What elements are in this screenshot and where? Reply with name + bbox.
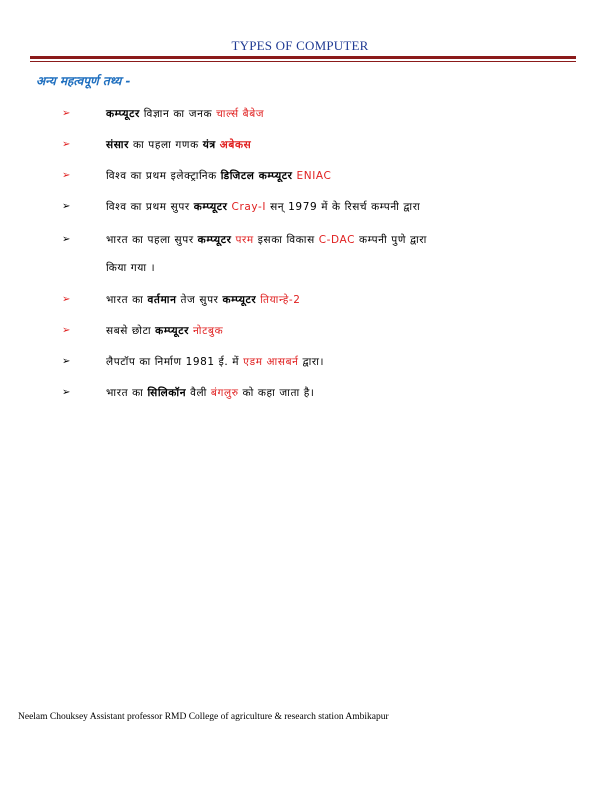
fact-plain-text: विज्ञान का जनक: [139, 108, 217, 120]
fact-item-current-supercomputer: [62, 292, 562, 308]
fact-plain-text: सन् 1979 में के रिसर्च कम्पनी द्वारा: [266, 201, 421, 213]
fact-text: [106, 385, 562, 401]
fact-plain-text: वैली: [186, 387, 211, 399]
fact-text: [106, 168, 562, 184]
fact-text: [106, 292, 562, 308]
fact-highlight-text: एडम आसबर्न: [243, 356, 299, 368]
fact-text: [106, 232, 562, 248]
fact-plain-text: लैपटॉप का निर्माण 1981 ई. में: [106, 356, 244, 368]
arrow-right-icon: ➢: [62, 356, 71, 367]
fact-bold-text: कम्प्यूटर: [197, 234, 232, 246]
fact-bold-text: कम्प्यूटर: [222, 294, 257, 306]
section-heading: अन्य महत्वपूर्ण तथ्य -: [36, 74, 131, 88]
fact-bold-text: संसार: [106, 139, 130, 151]
fact-item-silicon-valley: [62, 385, 562, 401]
fact-text: [106, 137, 562, 153]
arrow-right-icon: ➢: [62, 201, 71, 212]
page-title: TYPES OF COMPUTER: [231, 38, 369, 53]
fact-item-smallest-computer: [62, 323, 562, 339]
fact-highlight-text: ENIAC: [296, 170, 332, 182]
arrow-right-icon: ➢: [62, 234, 71, 245]
fact-text: [106, 354, 562, 370]
fact-plain-text: तेज सुपर: [176, 294, 223, 306]
arrow-right-icon: ➢: [62, 139, 71, 150]
fact-plain-text: भारत का: [106, 294, 148, 306]
fact-text: [106, 199, 562, 215]
fact-bold-text: यंत्र: [202, 139, 216, 151]
fact-highlight-text: परम: [235, 234, 254, 246]
fact-highlight-text: Cray-I: [231, 201, 267, 213]
fact-continuation-text: किया गया ।: [106, 262, 156, 274]
fact-bold-text: वर्तमान: [147, 294, 177, 306]
arrow-right-icon: ➢: [62, 170, 71, 181]
fact-plain-text: सबसे छोटा: [106, 325, 156, 337]
fact-item-param: [62, 232, 562, 276]
fact-plain-text: को कहा जाता है।: [238, 387, 315, 399]
fact-bold-text: डिजिटल कम्प्यूटर: [220, 170, 293, 182]
fact-highlight-text: तियान्हे-2: [260, 294, 301, 306]
fact-bold-text: सिलिकॉन: [147, 387, 187, 399]
fact-highlight-text: बंगलुरु: [210, 387, 239, 399]
fact-highlight-text: अबेकस: [219, 139, 252, 151]
fact-plain-text: भारत का: [106, 387, 148, 399]
arrow-right-icon: ➢: [62, 387, 71, 398]
fact-highlight-text: चार्ल्स बैबेज: [216, 108, 265, 120]
fact-plain-text: का पहला गणक: [129, 139, 203, 151]
fact-item-father-of-computer: [62, 106, 562, 122]
page-footer: Neelam Chouksey Assistant professor RMD College of agriculture & research station Ambikapur: [18, 712, 389, 722]
arrow-right-icon: ➢: [62, 294, 71, 305]
fact-highlight-text: नोटबुक: [192, 325, 224, 337]
fact-plain-text: कम्पनी पुणे द्वारा: [355, 234, 427, 246]
fact-plain-text: भारत का पहला सुपर: [106, 234, 198, 246]
fact-item-first-supercomputer: [62, 199, 562, 215]
fact-bold-text: कम्प्यूटर: [193, 201, 228, 213]
fact-text: [106, 106, 562, 122]
fact-bold-text: कम्प्यूटर: [106, 108, 140, 120]
fact-plain-text: द्वारा।: [298, 356, 325, 368]
fact-text: [106, 323, 562, 339]
fact-highlight-text: C-DAC: [318, 234, 356, 246]
arrow-right-icon: ➢: [62, 108, 71, 119]
fact-plain-text: विश्व का प्रथम इलेक्ट्रानिक: [106, 170, 221, 182]
fact-item-first-calculator: [62, 137, 562, 153]
fact-plain-text: इसका विकास: [253, 234, 319, 246]
fact-bold-text: कम्प्यूटर: [155, 325, 190, 337]
fact-plain-text: विश्व का प्रथम सुपर: [106, 201, 194, 213]
fact-item-eniac: [62, 168, 562, 184]
arrow-right-icon: ➢: [62, 325, 71, 336]
fact-item-laptop: [62, 354, 562, 370]
